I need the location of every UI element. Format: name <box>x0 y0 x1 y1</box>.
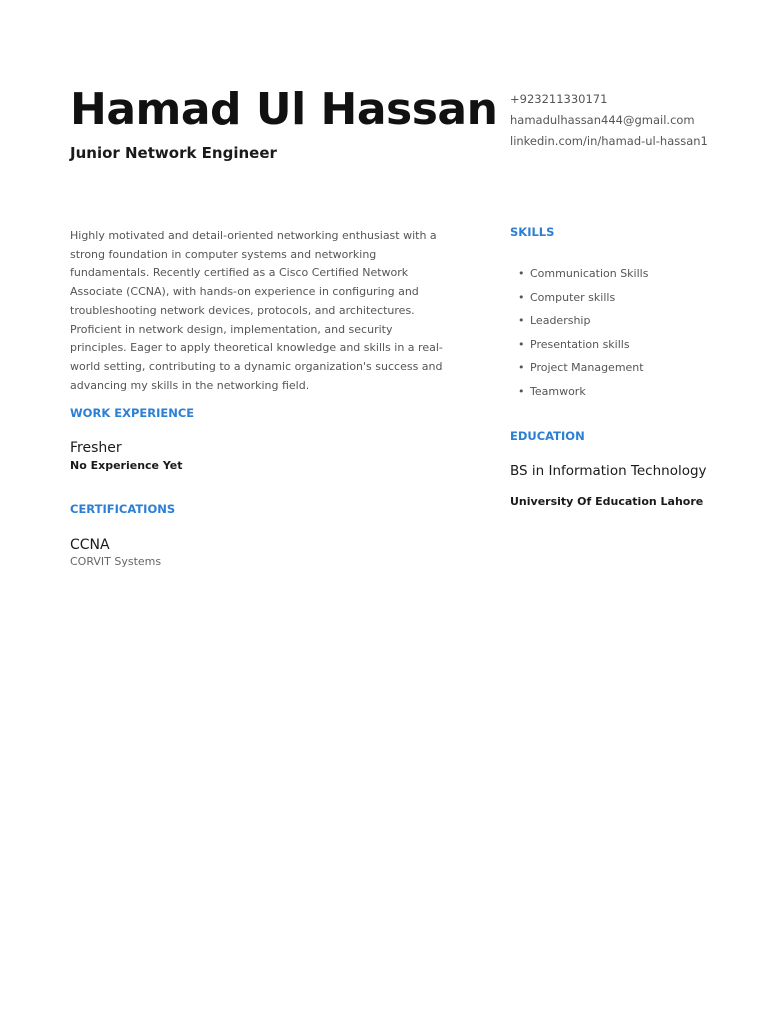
skill-label: Communication Skills <box>530 267 649 280</box>
bullet-icon: • <box>518 361 525 374</box>
bullet-icon: • <box>518 314 525 327</box>
skill-item <box>518 309 748 333</box>
certifications-heading: CERTIFICATIONS <box>70 502 176 516</box>
skill-label: Computer skills <box>530 290 616 304</box>
skill-item <box>518 286 748 310</box>
contact-phone: +923211330171 <box>510 92 608 106</box>
education-heading: EDUCATION <box>510 429 585 443</box>
bullet-icon: • <box>518 267 525 280</box>
professional-summary: Highly motivated and detail-oriented networking enthusiast with a strong foundation in computer systems and networking fundamentals. Recently certified as a Cisco Certified Network Associate (CCNA), with hands-on experience in configuring and troubleshooting network devices, protocols, and architectures. Proficient in network design, implementation, and security principles. Eager to apply theoretical knowledge and skills in a real-world setting, contributing to a dynamic organization's success and advancing my skills in the networking field. <box>70 229 443 392</box>
bullet-icon: • <box>518 290 525 304</box>
candidate-name: Hamad Ul Hassan <box>70 84 498 135</box>
skills-heading: SKILLS <box>510 225 555 239</box>
work-experience-heading: WORK EXPERIENCE <box>70 406 195 420</box>
skill-item <box>518 356 748 380</box>
skill-item <box>518 380 748 404</box>
work-experience-subtitle: No Experience Yet <box>70 459 183 472</box>
certification-issuer: CORVIT Systems <box>70 555 162 568</box>
certification-title: CCNA <box>70 537 110 553</box>
skill-item <box>518 262 748 286</box>
skill-label: Project Management <box>530 361 644 374</box>
education-institution: University Of Education Lahore <box>510 495 704 508</box>
skill-label: Leadership <box>530 314 591 327</box>
bullet-icon: • <box>518 337 525 351</box>
skills-list <box>518 262 748 403</box>
contact-email: hamadulhassan444@gmail.com <box>510 113 695 127</box>
skill-item <box>518 333 748 357</box>
skill-label: Teamwork <box>530 384 586 398</box>
contact-info <box>510 89 760 152</box>
bullet-icon: • <box>518 384 525 398</box>
education-degree: BS in Information Technology <box>510 463 707 479</box>
work-experience-title: Fresher <box>70 440 122 456</box>
job-title: Junior Network Engineer <box>70 144 277 162</box>
skill-label: Presentation skills <box>530 337 630 351</box>
contact-linkedin: linkedin.com/in/hamad-ul-hassan1 <box>510 134 708 148</box>
